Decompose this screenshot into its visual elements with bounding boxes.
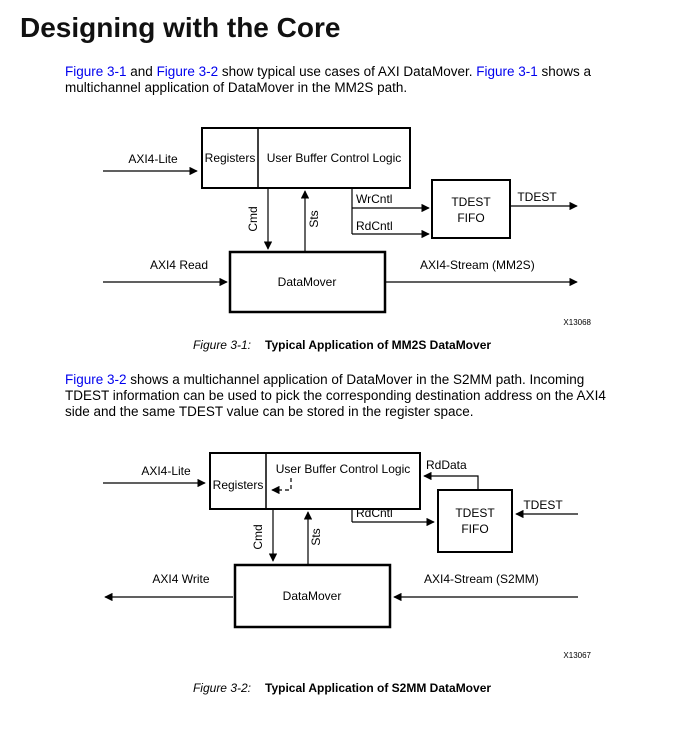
figure-3-1-caption — [0, 338, 684, 352]
axi4-stream-mm2s-label: AXI4-Stream (MM2S) — [420, 258, 535, 272]
figure-3-1-link[interactable]: Figure 3-1 — [476, 64, 538, 79]
cmd-label: Cmd — [246, 206, 260, 232]
figure-id-text: X13068 — [563, 318, 591, 327]
caption-number: Figure 3-2: — [192, 681, 251, 695]
paragraph-line — [65, 372, 606, 388]
figure-id-text: X13067 — [563, 651, 591, 660]
rdcntl-label: RdCntl — [356, 219, 393, 233]
axi4-lite-label: AXI4-Lite — [141, 464, 191, 478]
cmd-label: Cmd — [251, 524, 265, 550]
page-title: Designing with the Core — [20, 12, 341, 43]
registers-label: Registers — [204, 151, 256, 165]
body-text: side and the same TDEST value can be stored in the register space. — [65, 404, 474, 419]
tdest-label: TDEST — [517, 190, 557, 204]
tdest-label: TDEST — [523, 498, 563, 512]
sts-label: Sts — [307, 210, 321, 228]
tdest-fifo-box — [438, 490, 512, 552]
intro-paragraph — [65, 64, 591, 96]
tdest-fifo-label-line1: TDEST — [451, 195, 491, 209]
figure-3-2-link[interactable]: Figure 3-2 — [65, 372, 127, 387]
wrcntl-label: WrCntl — [356, 192, 393, 206]
tdest-fifo-label-line2: FIFO — [457, 211, 485, 225]
body-text: TDEST information can be used to pick the corresponding destination address on the AXI4 — [65, 388, 606, 403]
body-text: shows a — [537, 64, 592, 79]
tdest-fifo-label-line1: TDEST — [455, 506, 495, 520]
figure-3-2-caption — [0, 681, 684, 695]
axi4-lite-label: AXI4-Lite — [128, 152, 178, 166]
body-text: multichannel application of DataMover in the MM2S path. — [65, 80, 408, 95]
tdest-fifo-label-line2: FIFO — [461, 522, 489, 536]
body-text: show typical use cases of AXI DataMover. — [218, 64, 477, 79]
rddata-to-registers-dashed-arrow — [272, 478, 291, 490]
body-text: and — [126, 64, 157, 79]
tdest-fifo-box — [432, 180, 510, 238]
figure-3-1-link[interactable]: Figure 3-1 — [65, 64, 127, 79]
rddata-label: RdData — [426, 458, 467, 472]
sts-label: Sts — [309, 528, 323, 546]
paragraph-line — [65, 404, 606, 420]
user-buffer-control-logic-label: User Buffer Control Logic — [266, 151, 402, 165]
body-text: shows a multichannel application of DataMover in the S2MM path. Incoming — [126, 372, 585, 387]
paragraph-line — [65, 64, 591, 80]
caption-number: Figure 3-1: — [192, 338, 251, 352]
axi4-read-label: AXI4 Read — [149, 258, 209, 272]
datamover-label: DataMover — [282, 589, 342, 603]
paragraph-line — [65, 388, 606, 404]
paragraph-line — [65, 80, 591, 96]
rddata-arrow — [424, 476, 478, 490]
caption-title: Typical Application of MM2S DataMover — [265, 338, 492, 352]
axi4-stream-s2mm-label: AXI4-Stream (S2MM) — [424, 572, 539, 586]
datamover-label: DataMover — [277, 275, 337, 289]
axi4-write-label: AXI4 Write — [152, 572, 210, 586]
registers-label: Registers — [212, 478, 264, 492]
caption-title: Typical Application of S2MM DataMover — [265, 681, 492, 695]
figure-3-1-diagram — [0, 122, 684, 337]
figure-3-2-link[interactable]: Figure 3-2 — [156, 64, 219, 79]
second-paragraph — [65, 372, 606, 420]
figure-3-2-diagram — [0, 445, 684, 675]
user-buffer-control-logic-label: User Buffer Control Logic — [275, 462, 411, 476]
rdcntl-label: RdCntl — [356, 506, 393, 520]
